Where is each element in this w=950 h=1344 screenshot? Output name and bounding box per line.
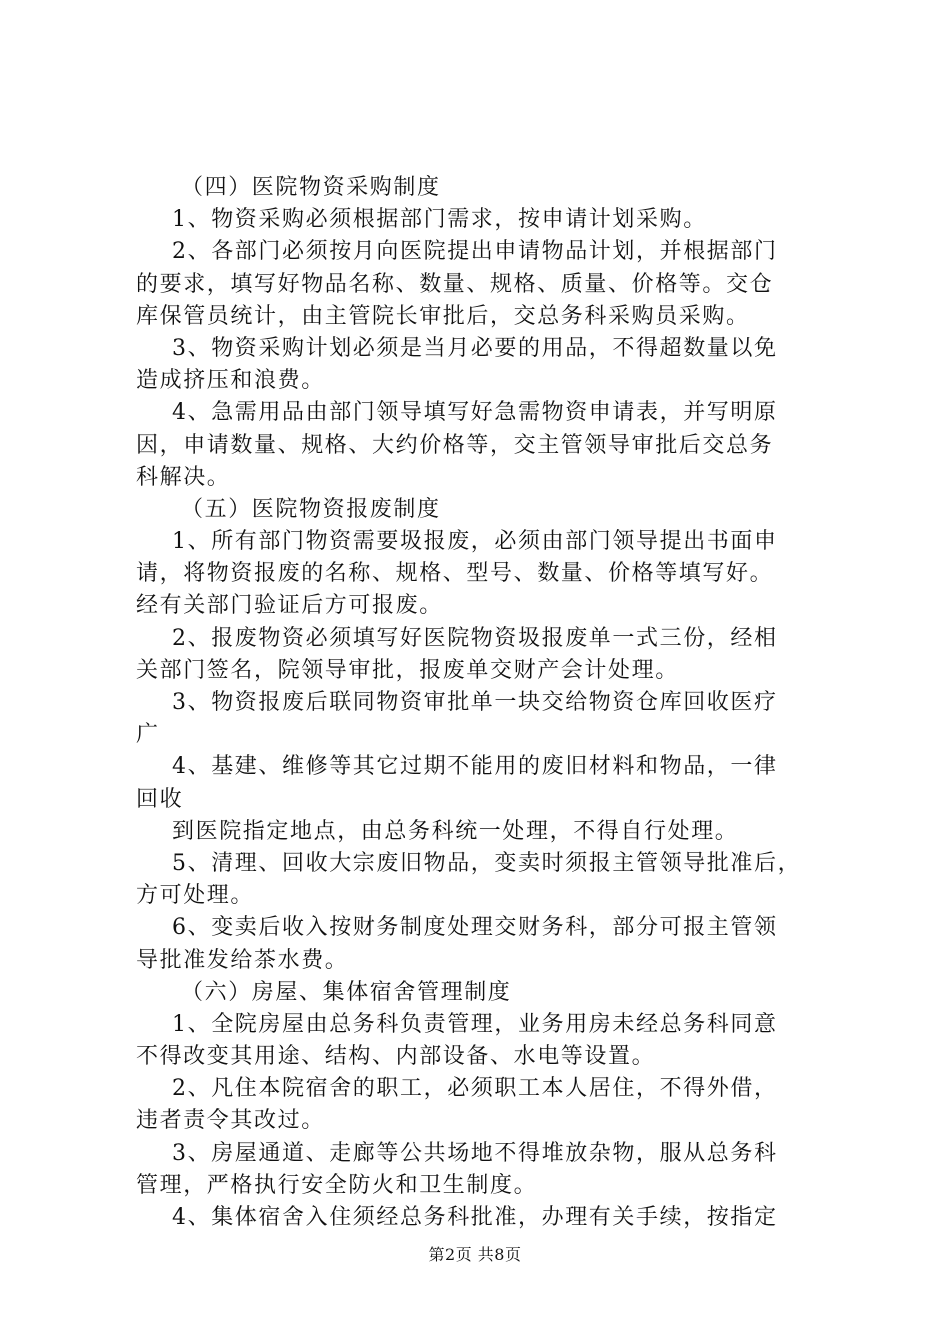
section-heading-6: （六）房屋、集体宿舍管理制度 bbox=[181, 979, 512, 1005]
page-number-footer: 第2页 共8页 bbox=[428, 1245, 522, 1264]
paragraph-line: 管理，严格执行安全防火和卫生制度。 bbox=[136, 1172, 538, 1198]
paragraph-line: 1、全院房屋由总务科负责管理，业务用房未经总务科同意 bbox=[172, 1011, 778, 1037]
paragraph-line: 5、清理、回收大宗废旧物品，变卖时须报主管领导批准后， bbox=[172, 850, 802, 876]
paragraph-line: 4、基建、维修等其它过期不能用的废旧材料和物品，一律 bbox=[172, 754, 778, 780]
paragraph-line: 2、各部门必须按月向医院提出申请物品计划，并根据部门 bbox=[172, 239, 778, 265]
document-body bbox=[136, 172, 836, 1234]
paragraph-line: 3、物资报废后联同物资审批单一块交给物资仓库回收医疗 bbox=[172, 690, 778, 715]
paragraph-line: 3、房屋通道、走廊等公共场地不得堆放杂物，服从总务科 bbox=[172, 1140, 778, 1166]
paragraph-line: 回收 bbox=[136, 786, 184, 812]
paragraph-line: 4、集体宿舍入住须经总务科批准，办理有关手续，按指定 bbox=[172, 1205, 778, 1230]
paragraph-line: 库保管员统计，由主管院长审批后，交总务科采购员采购。 bbox=[136, 303, 750, 329]
paragraph-line: 的要求，填写好物品名称、数量、规格、质量、价格等。交仓 bbox=[136, 271, 774, 297]
paragraph-line: 关部门签名，院领导审批，报废单交财产会计处理。 bbox=[136, 657, 679, 683]
paragraph-line: 请，将物资报废的名称、规格、型号、数量、价格等填写好。 bbox=[136, 561, 774, 587]
paragraph-line: 到医院指定地点，由总务科统一处理，不得自行处理。 bbox=[172, 818, 739, 844]
paragraph-line: 2、凡住本院宿舍的职工，必须职工本人居住，不得外借， bbox=[172, 1076, 778, 1102]
paragraph-line: 造成挤压和浪费。 bbox=[136, 368, 325, 394]
paragraph-line: 1、所有部门物资需要圾报废，必须由部门领导提出书面申 bbox=[172, 529, 778, 555]
paragraph-line: 导批准发给茶水费。 bbox=[136, 947, 349, 973]
paragraph-line: 4、急需用品由部门领导填写好急需物资申请表，并写明原 bbox=[172, 400, 778, 426]
paragraph-line: 因，申请数量、规格、大约价格等，交主管领导审批后交总务 bbox=[136, 432, 774, 458]
paragraph-line: 科解决。 bbox=[136, 464, 231, 490]
paragraph-line: 经有关部门验证后方可报废。 bbox=[136, 593, 443, 619]
paragraph-line: 1、物资采购必须根据部门需求，按申请计划采购。 bbox=[172, 207, 707, 233]
paragraph-line: 3、物资采购计划必须是当月必要的用品，不得超数量以免 bbox=[172, 335, 778, 361]
paragraph-line: 违者责令其改过。 bbox=[136, 1108, 325, 1134]
paragraph-line: 方可处理。 bbox=[136, 883, 255, 909]
paragraph-line: 6、变卖后收入按财务制度处理交财务科，部分可报主管领 bbox=[172, 915, 778, 941]
paragraph-line: 2、报废物资必须填写好医院物资圾报废单一式三份，经相 bbox=[172, 625, 778, 651]
section-heading-5: （五）医院物资报废制度 bbox=[181, 496, 441, 522]
paragraph-line: 广 bbox=[136, 722, 160, 748]
paragraph-line: 不得改变其用途、结构、内部设备、水电等设置。 bbox=[136, 1044, 656, 1070]
section-heading-4: （四）医院物资采购制度 bbox=[181, 175, 441, 200]
